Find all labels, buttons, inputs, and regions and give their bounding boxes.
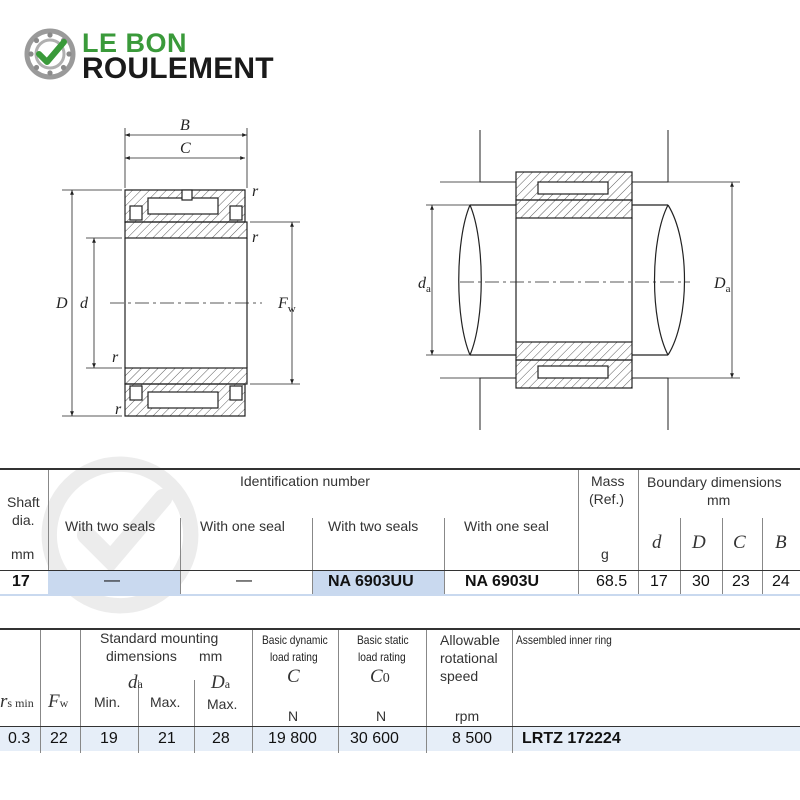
cell-d: 17: [650, 573, 668, 590]
header-shaft: Shaft: [7, 494, 40, 510]
cell-Fw: 22: [50, 730, 68, 747]
brand-logo: [24, 26, 304, 86]
bearing-drawings: [0, 100, 800, 460]
label-r-4: r: [115, 401, 122, 418]
cell-mass: 68.5: [596, 573, 628, 590]
header-speed: speed: [440, 668, 479, 684]
label-C: C: [180, 140, 191, 157]
header-two-seals-b: With two seals: [328, 518, 419, 534]
header-std-unit: mm: [199, 648, 223, 664]
header-speed-unit: rpm: [455, 708, 480, 724]
header-Fw: Fw: [48, 691, 69, 712]
header-B: B: [775, 532, 787, 553]
header-two-seals-a: With two seals: [65, 518, 156, 534]
header-D: D: [692, 532, 706, 553]
header-dynamic-1: Basic dynamic: [262, 633, 328, 647]
header-mass: Mass: [591, 473, 625, 489]
cell-B: 24: [772, 573, 790, 590]
identification-table: [0, 468, 800, 596]
header-allowable: Allowable: [440, 632, 500, 648]
header-static-2: load rating: [358, 650, 406, 664]
cell-D: 30: [692, 573, 710, 590]
mounting-view: [426, 130, 740, 430]
header-boundary-unit: mm: [707, 492, 731, 508]
cell-shaft: 17: [12, 573, 30, 590]
cell-two-seals-b: NA 6903UU: [328, 573, 414, 590]
header-static-unit: N: [376, 708, 387, 724]
label-Da: $D_a$: [714, 275, 731, 295]
label-Fw: $F_w$: [278, 295, 296, 315]
header-shaft-dia: dia.: [12, 512, 35, 528]
header-max: Max.: [150, 694, 181, 710]
header-da: da: [128, 672, 143, 693]
label-B: B: [180, 117, 190, 134]
header-Da: Da: [211, 672, 231, 693]
header-dynamic-unit: N: [288, 708, 299, 724]
label-r-2: r: [252, 229, 259, 246]
header-static-1: Basic static: [357, 633, 409, 647]
header-d: d: [652, 532, 662, 553]
cell-two-seals-a: —: [104, 572, 120, 589]
header-shaft-unit: mm: [11, 546, 35, 562]
table-top-rule: [0, 468, 800, 470]
header-identification: Identification number: [240, 473, 370, 489]
logo-text-top: LE BON: [82, 28, 188, 58]
cell-da-max: 21: [158, 730, 176, 747]
cell-speed: 8 500: [452, 730, 493, 747]
cell-one-seal-a: —: [236, 572, 252, 589]
header-static-C0: C0: [370, 666, 390, 687]
cell-C: 19 800: [268, 730, 317, 747]
label-D: D: [56, 295, 68, 312]
cell-one-seal-b: NA 6903U: [465, 573, 540, 590]
cell-r: 0.3: [8, 730, 31, 747]
cell-C: 23: [732, 573, 750, 590]
header-rotational: rotational: [440, 650, 498, 666]
label-d: d: [80, 295, 88, 312]
bearing-check-icon: [24, 28, 76, 80]
mounting-table: [0, 628, 800, 753]
header-r-smin: rs min: [0, 691, 34, 712]
cell-C0: 30 600: [350, 730, 399, 747]
header-boundary: Boundary dimensions: [647, 474, 782, 490]
cell-da-min: 19: [100, 730, 118, 747]
label-r-1: r: [252, 183, 259, 200]
cell-Da-max: 28: [212, 730, 230, 747]
header-std-dimensions: dimensions: [106, 648, 177, 664]
header-one-seal-b: With one seal: [464, 518, 549, 534]
header-mass-ref: (Ref.): [589, 491, 624, 507]
label-da: $d_a$: [418, 275, 431, 295]
header-one-seal-a: With one seal: [200, 518, 285, 534]
header-std-mounting: Standard mounting: [100, 630, 219, 646]
label-r-3: r: [112, 349, 119, 366]
header-C: C: [733, 532, 746, 553]
logo-text-bottom: ROULEMENT: [82, 52, 274, 85]
cell-inner-ring: LRTZ 172224: [522, 730, 621, 747]
row-background: [0, 727, 800, 751]
bearing-section-view: [62, 128, 300, 416]
header-dynamic-C: C: [287, 666, 300, 687]
header-max2: Max.: [207, 696, 238, 712]
header-dynamic-2: load rating: [270, 650, 318, 664]
header-min: Min.: [94, 694, 121, 710]
header-inner-ring: Assembled inner ring: [516, 633, 612, 647]
header-mass-unit: g: [601, 546, 609, 562]
